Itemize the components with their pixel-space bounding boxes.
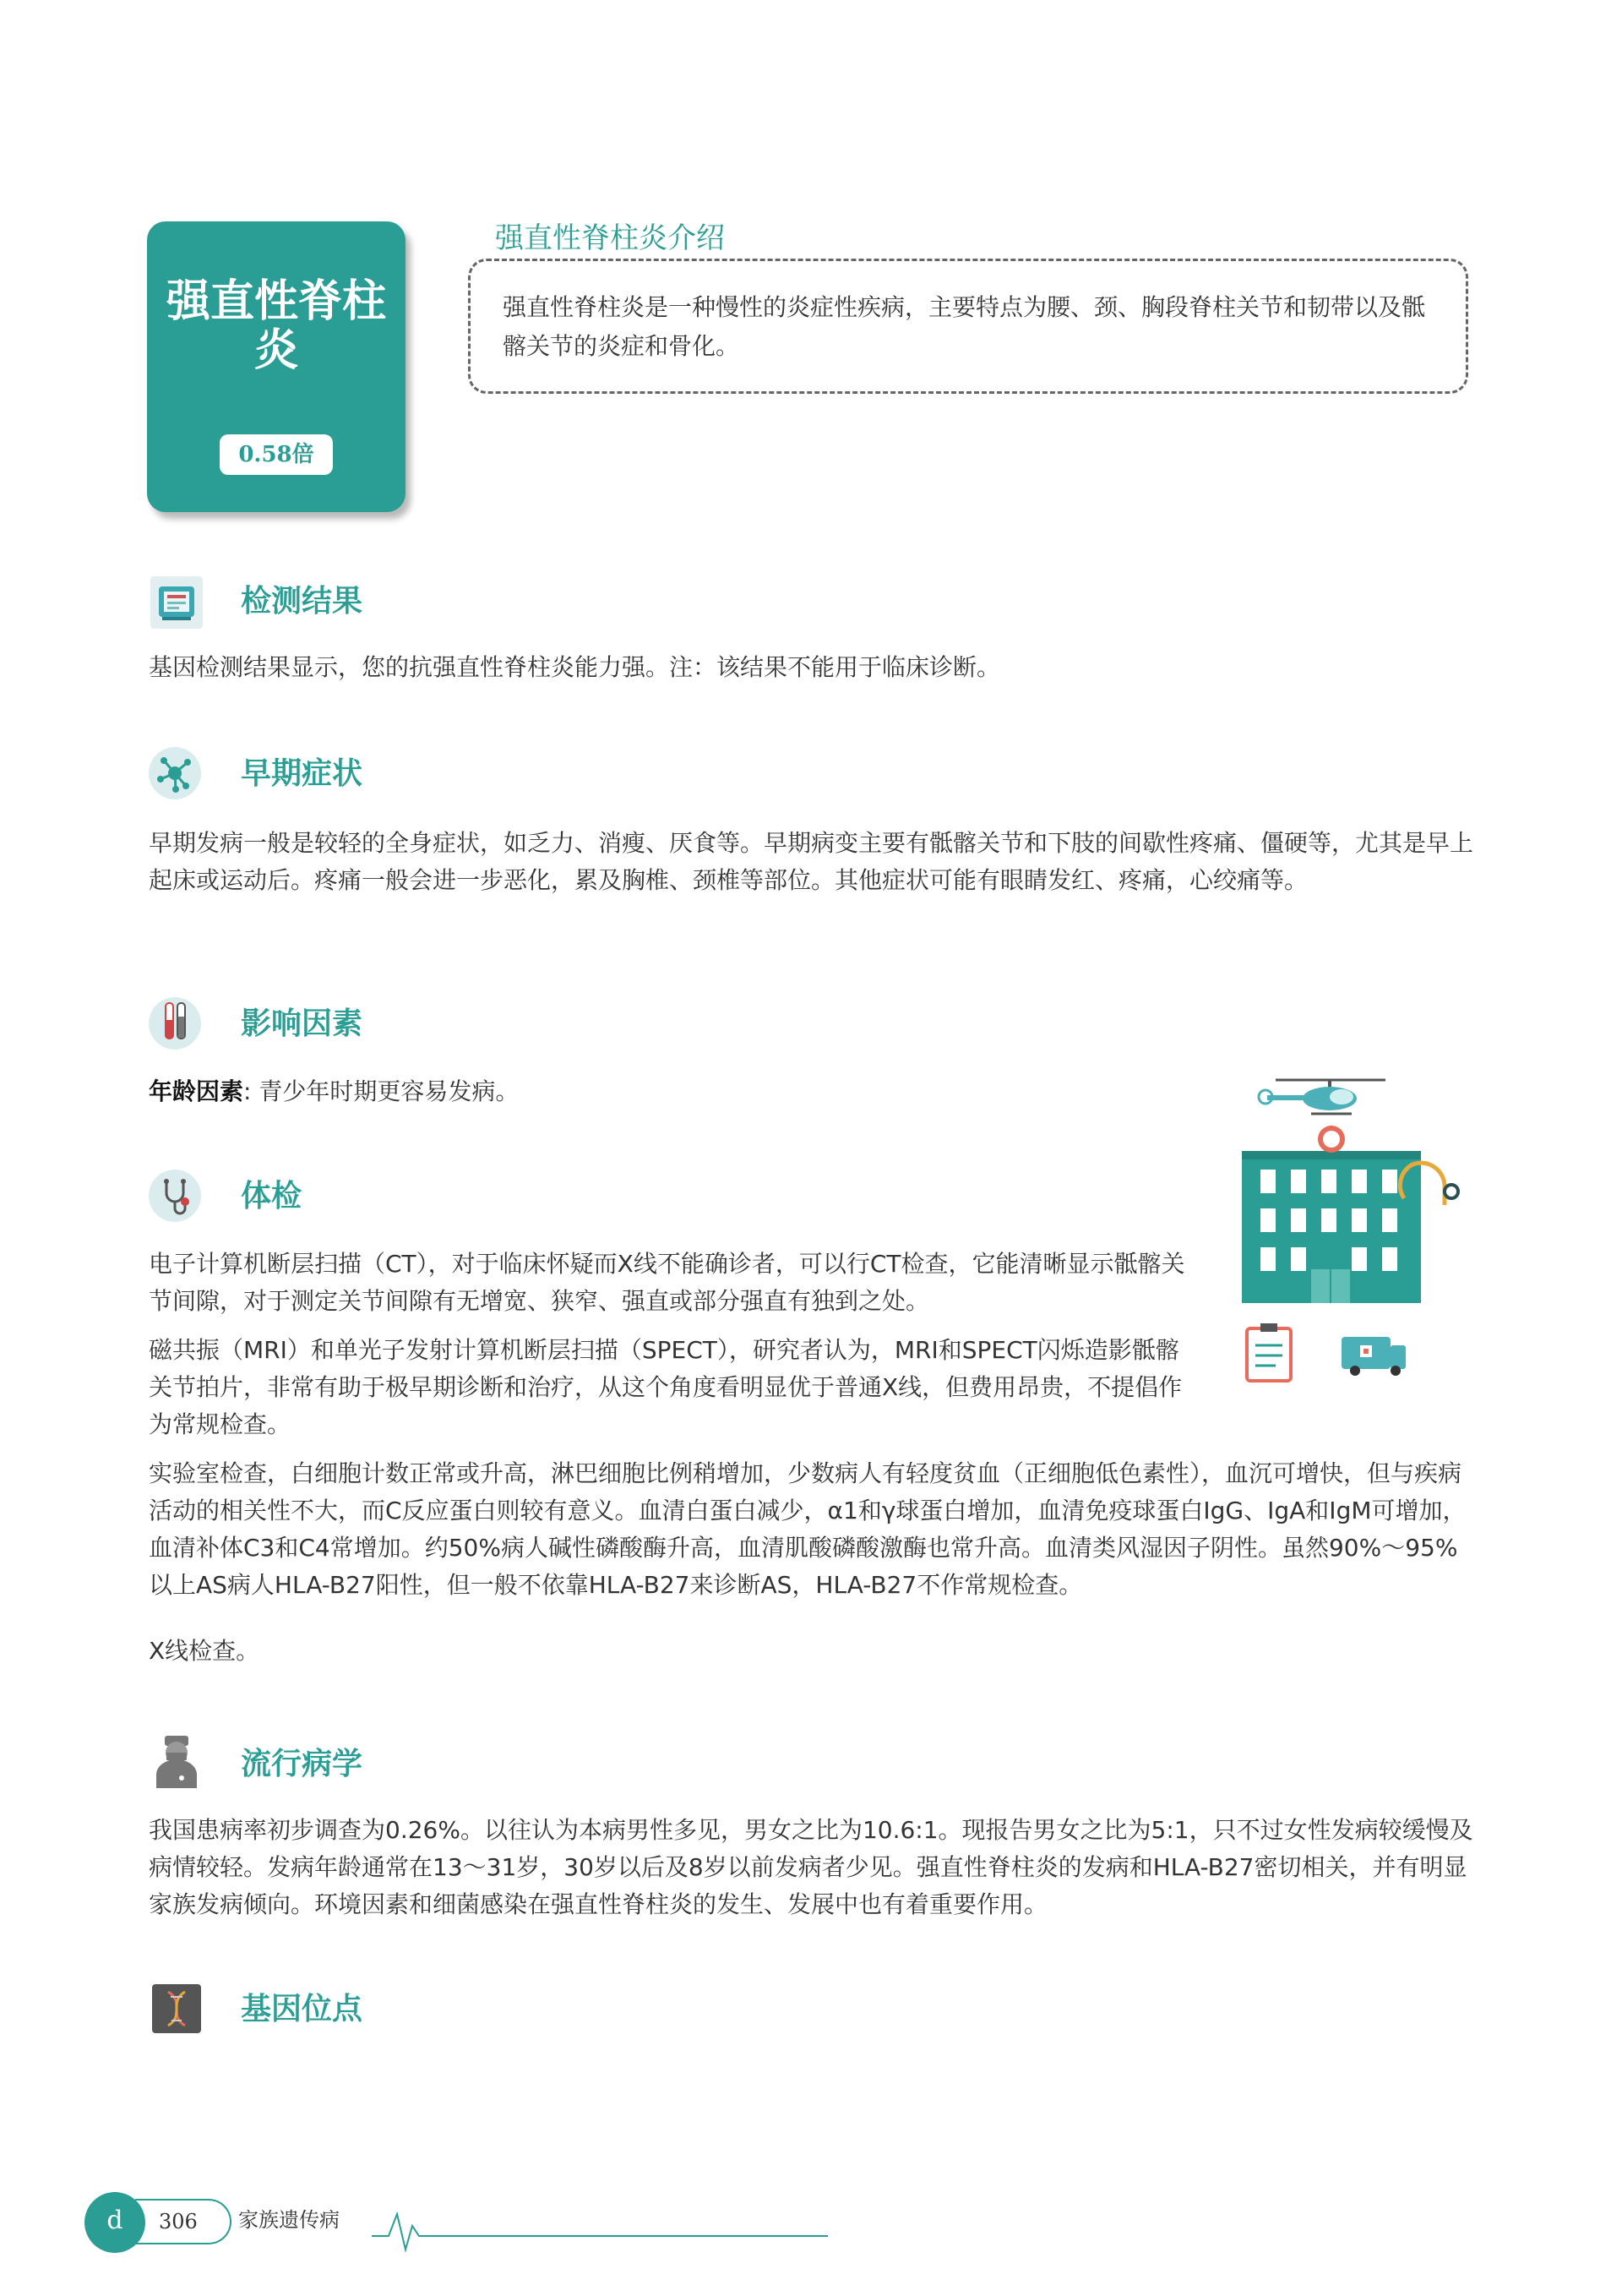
epidemiology-title: 流行病学 <box>241 1747 363 1781</box>
helicopter-icon <box>1259 1080 1385 1114</box>
heartbeat-line <box>372 2189 828 2256</box>
exam-p2: 磁共振（MRI）和单光子发射计算机断层扫描（SPECT），研究者认为，MRI和SPECT闪烁造影骶髂关节拍片，非常有助于极早期诊断和治疗，从这个角度看明显优于普通X线，但费用昂贵，不提倡作为常规检查。 <box>149 1336 1183 1438</box>
symptoms-text: 早期发病一般是较轻的全身症状，如乏力、消瘦、厌食等。早期病变主要有骶髂关节和下肢的间歇性疼痛、僵硬等，尤其是早上起床或运动后。疼痛一般会进一步恶化，累及胸椎、颈椎等部位。其他症状可能有眼睛发红、疼痛，心绞痛等。 <box>149 829 1474 894</box>
hospital-building <box>1242 1126 1421 1303</box>
exam-title: 体检 <box>241 1179 302 1213</box>
risk-ratio-badge: 0.58倍 <box>220 434 333 475</box>
disease-title: 强直性脊柱炎 <box>166 276 386 376</box>
chapter-name: 家族遗传病 <box>238 2208 340 2232</box>
doctor-icon <box>150 1736 203 1788</box>
factors-label: 年龄因素 <box>149 1077 244 1105</box>
page-number: 306 <box>135 2199 231 2244</box>
intro-box <box>468 259 1468 394</box>
dna-icon <box>152 1984 201 2033</box>
factors-line <box>149 1073 1162 1110</box>
footer-badge: d <box>84 2192 145 2253</box>
intro-text: 强直性脊柱炎是一种慢性的炎症性疾病，主要特点为腰、颈、胸段脊柱关节和韧带以及骶髂关节的炎症和骨化。 <box>503 293 1426 360</box>
intro-title: 强直性脊柱炎介绍 <box>495 221 725 255</box>
clipboard-icon <box>150 576 203 629</box>
exam-p1: 电子计算机断层扫描（CT），对于临床怀疑而X线不能确诊者，可以行CT检查，它能清晰显示骶髂关节间隙，对于测定关节间隙有无增宽、狭窄、强直或部分强直有独到之处。 <box>149 1250 1185 1315</box>
test-tube-icon <box>149 997 201 1050</box>
ambulance-decor <box>1342 1337 1406 1376</box>
result-text: 基因检测结果显示，您的抗强直性脊柱炎能力强。注：该结果不能用于临床诊断。 <box>149 653 1001 681</box>
virus-icon <box>149 747 201 799</box>
exam-p3: 实验室检查，白细胞计数正常或升高，淋巴细胞比例稍增加，少数病人有轻度贫血（正细胞低色素性），血沉可增快，但与疾病活动的相关性不大，而C反应蛋白则较有意义。血清白蛋白减少，α1和γ球蛋白增加，血清免疫球蛋白IgG、IgA和IgM可增加，血清补体C3和C4常增加。约50%病人碱性磷酸酶升高，血清肌酸磷酸激酶也常升高。血清类风湿因子阴性。虽然90%～95%以上AS病人HLA-B27阳性，但一般不依靠HLA-B27来诊断AS，HLA-B27不作常规检查。 <box>149 1459 1467 1599</box>
factors-text: : 青少年时期更容易发病。 <box>243 1077 520 1105</box>
epidemiology-text: 我国患病率初步调查为0.26%。以往认为本病男性多见，男女之比为10.6:1。现报告男女之比为5:1，只不过女性发病较缓慢及病情较轻。发病年龄通常在13～31岁，30岁以后及8岁以前发病者少见。强直性脊柱炎的发病和HLA-B27密切相关，并有明显家族发病倾向。环境因素和细菌感染在强直性脊柱炎的发生、发展中也有着重要作用。 <box>149 1816 1473 1918</box>
disease-card <box>147 221 406 512</box>
hospital-illustration <box>1216 1065 1470 1386</box>
result-title: 检测结果 <box>241 584 363 619</box>
factors-title: 影响因素 <box>241 1006 363 1041</box>
exam-p4: X线检查。 <box>149 1637 260 1665</box>
symptoms-title: 早期症状 <box>241 756 363 791</box>
clipboard-decor <box>1247 1323 1291 1381</box>
loci-title: 基因位点 <box>241 1992 363 2026</box>
stethoscope-icon <box>149 1170 201 1222</box>
